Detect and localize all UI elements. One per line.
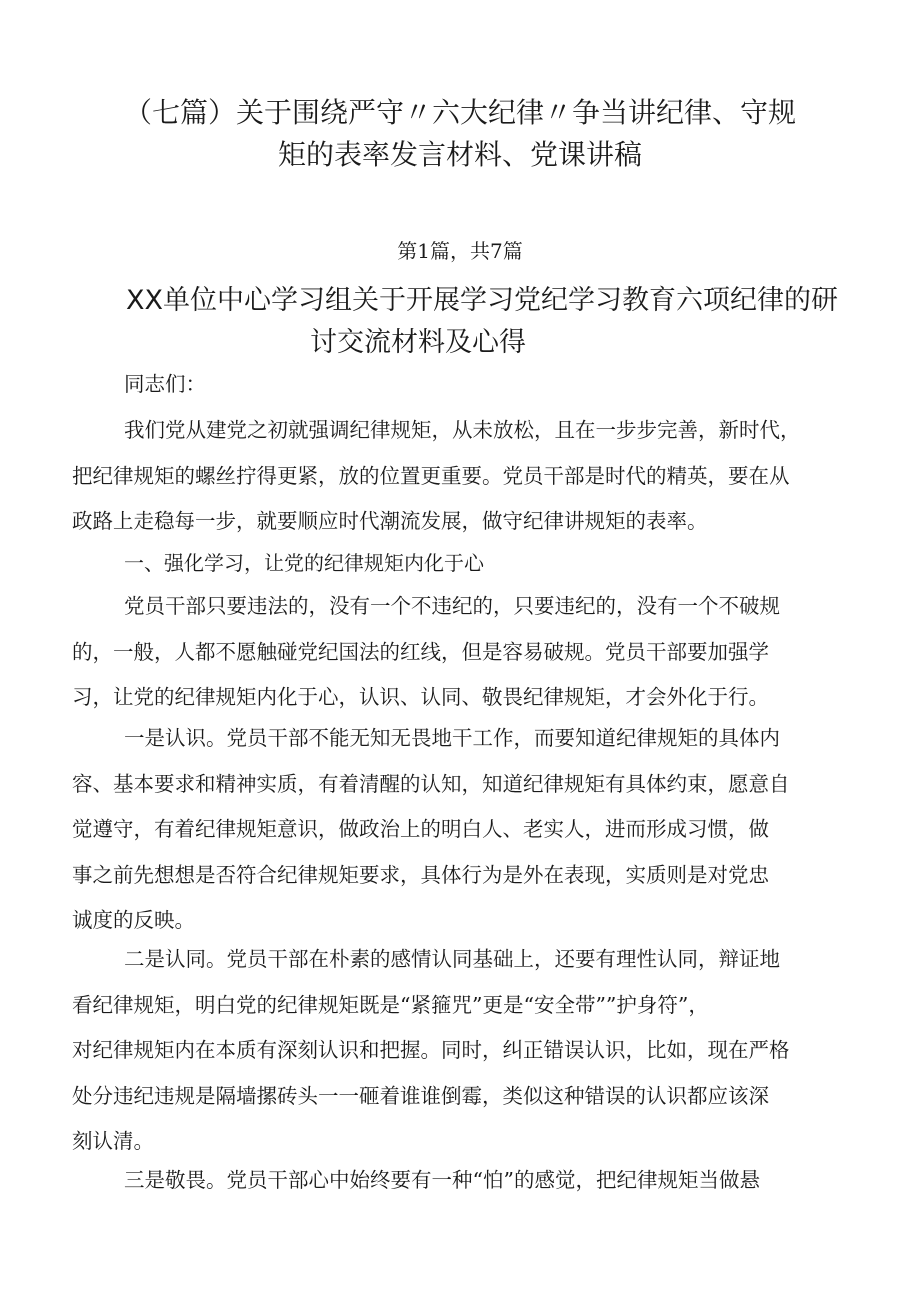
- section-title: [60, 280, 860, 364]
- paragraph-4: [72, 937, 872, 1165]
- paragraph-line: 的，一般，人都不愿触碰党纪国法的红线，但是容易破规。党员干部要加强学: [72, 639, 769, 664]
- section-title-line: XX单位中心学习组关于开展学习党纪学习教育六项纪律的研: [126, 285, 838, 316]
- paragraph-line: 二是认同。党员干部在朴素的感情认同基础上，还要有理性认同，辩证地: [124, 947, 780, 971]
- section-title-line: 讨交流材料及心得: [310, 327, 526, 358]
- paragraph-line: 党员干部只要违法的，没有一个不违纪的，只要违纪的，没有一个不破规: [124, 594, 780, 618]
- paragraph-line: 对纪律规矩内在本质有深刻认识和把握。同时，纠正错误认识，比如，现在严格: [72, 1038, 790, 1062]
- paragraph-line: 三是敬畏。党员干部心中始终要有一种“怕”的感觉，把纪律规矩当做悬: [124, 1168, 760, 1192]
- paragraph-line: 政路上走稳每一步，就要顺应时代潮流发展，做守纪律讲规矩的表率。: [72, 509, 708, 533]
- paragraph-line: 把纪律规矩的螺丝拧得更紧，放的位置更重要。党员干部是时代的精英，要在从: [72, 463, 790, 488]
- paragraph-line: 处分违纪违规是隔墙摞砖头一一砸着谁谁倒霉，类似这种错误的认识都应该深: [72, 1083, 769, 1108]
- document-title: [60, 92, 860, 176]
- paragraph-1: [72, 408, 872, 545]
- paragraph-line: 习，让党的纪律规矩内化于心，认识、认同、敬畏纪律规矩，才会外化于行。: [72, 685, 769, 709]
- paragraph-line: 看纪律规矩，明白党的纪律规矩既是“紧箍咒”更是“安全带””护身符”，: [72, 992, 709, 1017]
- paragraph-line: 事之前先想想是否符合纪律规矩要求，具体行为是外在表现，实质则是对党忠: [72, 862, 769, 887]
- paragraph-line: 容、基本要求和精神实质，有着清醒的认知，知道纪律规矩有具体约束，愿意自: [72, 771, 790, 796]
- paragraph-5: [72, 1158, 872, 1204]
- paragraph-line: 刻认清。: [72, 1129, 154, 1153]
- paragraph-2: [72, 584, 872, 721]
- heading-1: 一、强化学习，让党的纪律规矩内化于心: [124, 551, 484, 575]
- greeting-text: 同志们：: [124, 372, 206, 396]
- document-title-line: （七篇）关于围绕严守〃六大纪律〃争当讲纪律、守规: [123, 96, 796, 129]
- paragraph-line: 我们党从建党之初就强调纪律规矩，从未放松，且在一步步完善，新时代，: [124, 418, 801, 442]
- document-title-line: 矩的表率发言材料、党课讲稿: [277, 138, 642, 171]
- part-label: 第1篇，共7篇: [397, 239, 523, 263]
- paragraph-line: 诚度的反映。: [72, 908, 195, 932]
- paragraph-line: 觉遵守，有着纪律规矩意识，做政治上的明白人、老实人，进而形成习惯，做: [72, 817, 769, 841]
- greeting: [72, 362, 872, 408]
- paragraph-line: 一是认识。党员干部不能无知无畏地干工作，而要知道纪律规矩的具体内: [124, 726, 780, 750]
- paragraph-3: [72, 716, 872, 944]
